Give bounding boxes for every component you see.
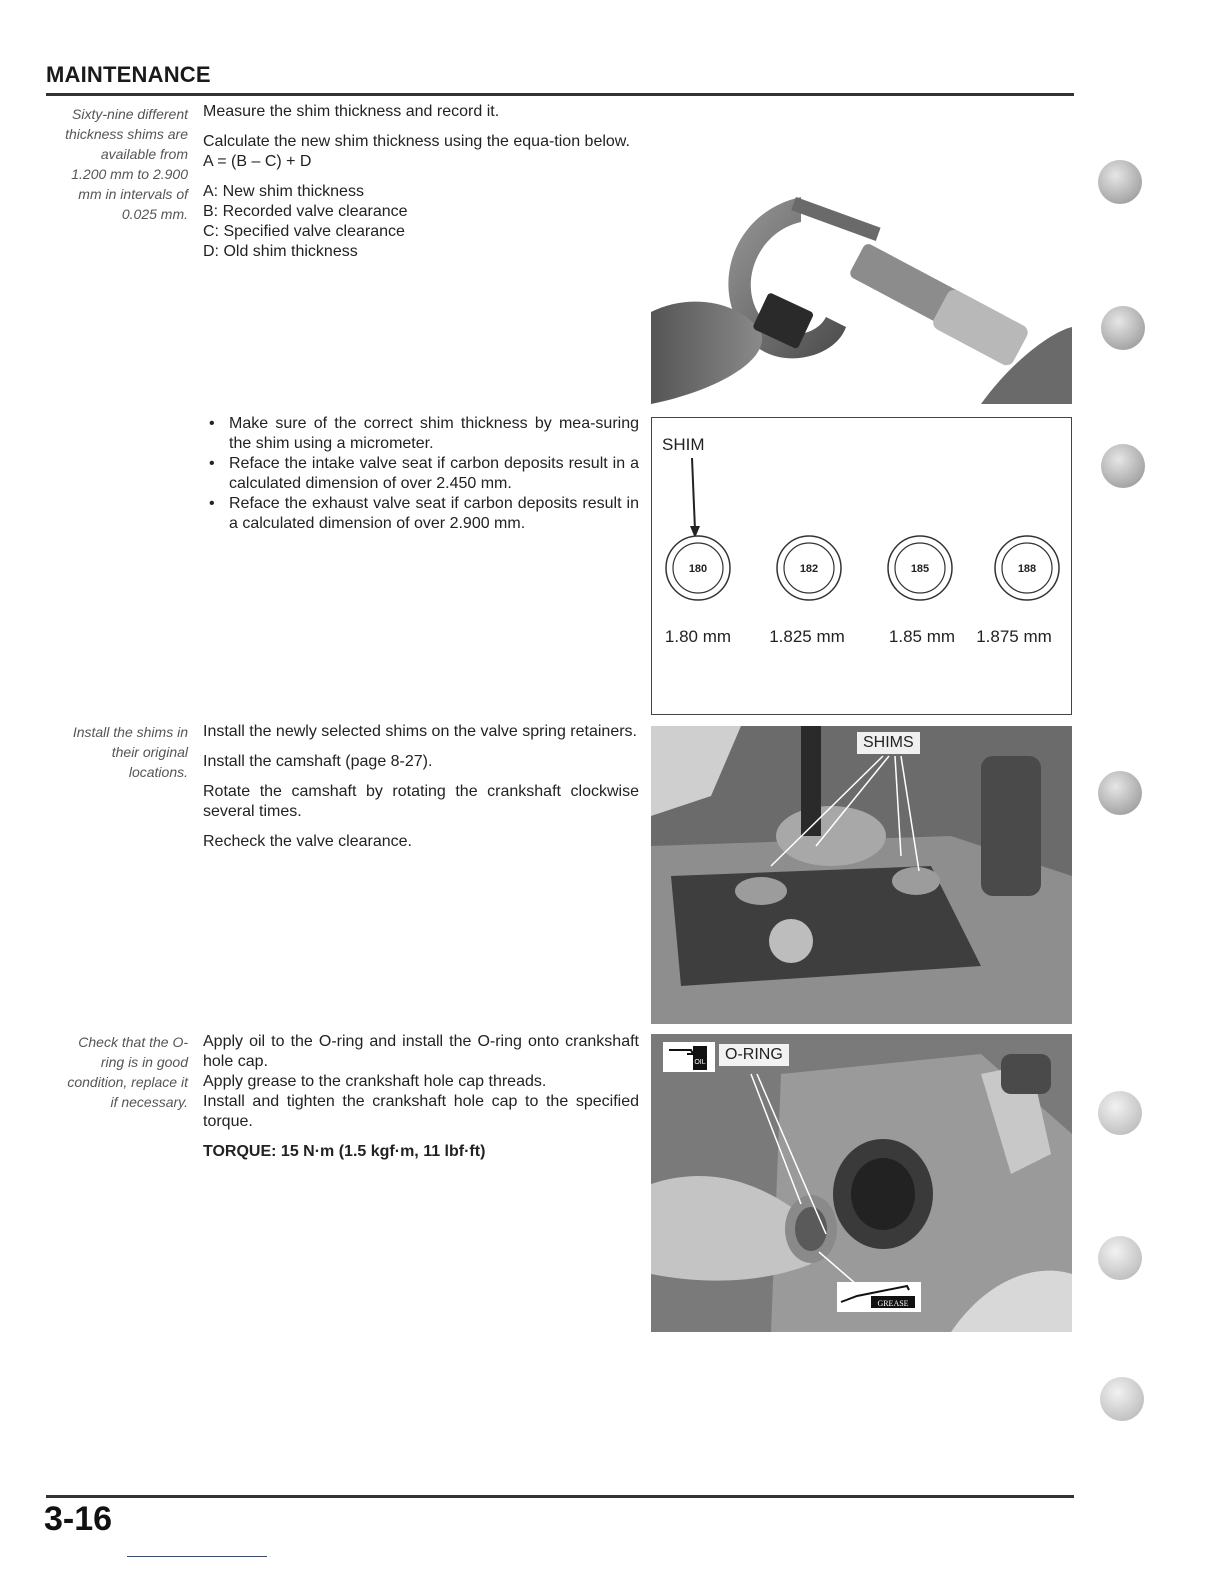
footer-rule bbox=[46, 1495, 1074, 1498]
section-tab-dot bbox=[1098, 771, 1142, 815]
shim-label: SHIM bbox=[662, 435, 705, 454]
page-title: MAINTENANCE bbox=[46, 62, 211, 87]
section-tab-dot bbox=[1100, 1377, 1144, 1421]
note-item: • Reface the intake valve seat if carbon deposits result in a calculated dimension of over 2.450 mm. bbox=[203, 454, 639, 494]
shim-diagram-svg bbox=[652, 418, 1071, 714]
section-tab-dot bbox=[1098, 1091, 1142, 1135]
instruction-rotate-camshaft: Rotate the camshaft by rotating the crankshaft clockwise several times. bbox=[203, 783, 639, 820]
instruction-apply-oil: Apply oil to the O-ring and install the O-ring onto crankshaft hole cap. bbox=[203, 1033, 639, 1070]
legend-b: B: Recorded valve clearance bbox=[203, 203, 408, 220]
micrometer-photo bbox=[651, 102, 1072, 404]
shim-size-label: 1.825 mm bbox=[769, 627, 845, 646]
instruction-calculate: Calculate the new shim thickness using the equa-tion below. bbox=[203, 133, 630, 150]
header-rule bbox=[46, 93, 1074, 96]
section-tab-dot bbox=[1101, 444, 1145, 488]
equation: A = (B – C) + D bbox=[203, 153, 312, 170]
side-note-check-oring: Check that the O- ring is in good condition, replace it if necessary. bbox=[67, 1034, 188, 1110]
shim-size-label: 1.85 mm bbox=[888, 627, 956, 646]
section-measure-shim bbox=[203, 102, 639, 262]
shim-code: 180 bbox=[688, 563, 708, 575]
oring-callout: O-RING bbox=[719, 1044, 789, 1066]
instruction-measure: Measure the shim thickness and record it. bbox=[203, 103, 500, 120]
oring-photo bbox=[651, 1034, 1072, 1332]
shim-pointer-line bbox=[692, 458, 695, 530]
legend-d: D: Old shim thickness bbox=[203, 243, 358, 260]
instruction-install-shims: Install the newly selected shims on the valve spring retainers. bbox=[203, 723, 637, 740]
equation-legend bbox=[203, 182, 639, 262]
note-item: • Make sure of the correct shim thickness by mea-suring the shim using a micrometer. bbox=[203, 414, 639, 454]
instruction-install-camshaft: Install the camshaft (page 8-27). bbox=[203, 753, 433, 770]
shim-size-label: 1.875 mm bbox=[976, 627, 1052, 646]
section-install-shims bbox=[203, 722, 639, 862]
shim-diagram bbox=[651, 417, 1072, 715]
shims-photo bbox=[651, 726, 1072, 1024]
note-item: • Reface the exhaust valve seat if carbon deposits result in a calculated dimension of over 2.900 mm. bbox=[203, 494, 639, 534]
side-note-shim-range: Sixty-nine different thickness shims are available from 1.200 mm to 2.900 mm in intervals of 0.025 mm. bbox=[65, 106, 188, 222]
shims-callout: SHIMS bbox=[857, 732, 920, 754]
side-note-install-shims: Install the shims in their original locations. bbox=[72, 724, 188, 780]
section-tab-dot bbox=[1098, 160, 1142, 204]
svg-text:OIL: OIL bbox=[694, 1059, 706, 1066]
torque-spec: TORQUE: 15 N·m (1.5 kgf·m, 11 lbf·ft) bbox=[203, 1143, 486, 1160]
footer-link-underline bbox=[127, 1556, 267, 1557]
micrometer-illustration bbox=[651, 102, 1072, 404]
instruction-apply-grease: Apply grease to the crankshaft hole cap threads. bbox=[203, 1073, 547, 1090]
svg-text:GREASE: GREASE bbox=[877, 1299, 909, 1308]
notes-list bbox=[203, 414, 639, 534]
section-crankshaft-cap bbox=[203, 1032, 639, 1162]
shim-code: 188 bbox=[1017, 563, 1037, 575]
instruction-recheck: Recheck the valve clearance. bbox=[203, 833, 412, 850]
oil-icon bbox=[663, 1042, 715, 1072]
section-tab-dot bbox=[1101, 306, 1145, 350]
cylinder-head-illustration bbox=[651, 726, 1072, 1024]
legend-c: C: Specified valve clearance bbox=[203, 223, 405, 240]
section-tab-dot bbox=[1098, 1236, 1142, 1280]
shim-code: 185 bbox=[910, 563, 930, 575]
page-number: 3-16 bbox=[44, 1500, 113, 1538]
shim-code: 182 bbox=[799, 563, 819, 575]
instruction-tighten-cap: Install and tighten the crankshaft hole cap to the specified torque. bbox=[203, 1093, 639, 1130]
grease-icon bbox=[837, 1282, 921, 1312]
shim-size-label: 1.80 mm bbox=[664, 627, 732, 646]
legend-a: A: New shim thickness bbox=[203, 183, 364, 200]
